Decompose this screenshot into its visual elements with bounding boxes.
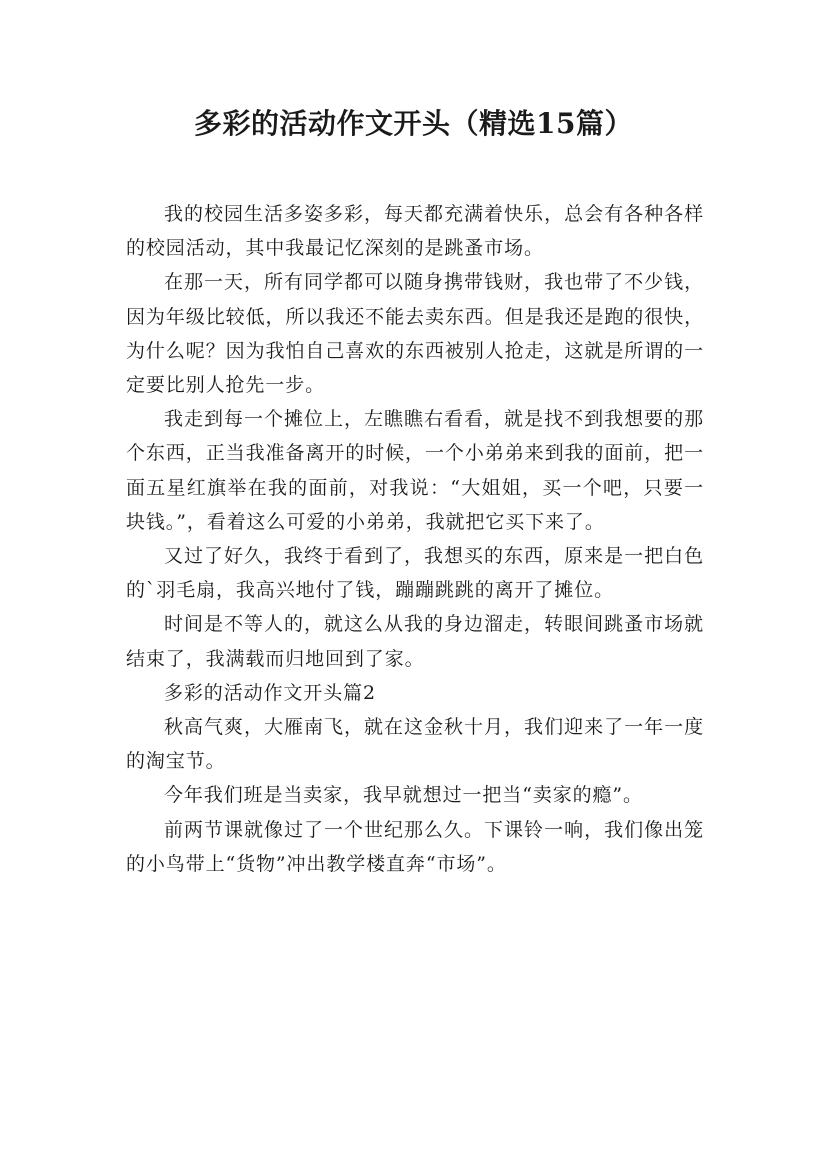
- paragraph: 在那一天，所有同学都可以随身携带钱财，我也带了不少钱，因为年级比较低，所以我还不能去卖东西。但是我还是跑的很快，为什么呢？因为我怕自己喜欢的东西被别人抢走，这就是所谓的一定要比别人抢先一步。: [126, 271, 704, 397]
- paragraph: 又过了好久，我终于看到了，我想买的东西，原来是一把白色的`羽毛扇，我高兴地付了钱，蹦蹦跳跳的离开了摊位。: [126, 545, 704, 602]
- section-heading: 多彩的活动作文开头篇2: [164, 681, 376, 704]
- paragraph: 时间是不等人的，就这么从我的身边溜走，转眼间跳蚤市场就结束了，我满载而归地回到了家。: [126, 613, 704, 670]
- paragraph: 我走到每一个摊位上，左瞧瞧右看看，就是找不到我想要的那个东西，正当我准备离开的时候，一个小弟弟来到我的面前，把一面五星红旗举在我的面前，对我说：“大姐姐，买一个吧，只要一块钱。”，看着这么可爱的小弟弟，我就把它买下来了。: [126, 408, 704, 533]
- document-title: 多彩的活动作文开头（精选15篇）: [194, 107, 633, 140]
- paragraph: 秋高气爽，大雁南飞，就在这金秋十月，我们迎来了一年一度的淘宝节。: [126, 716, 704, 773]
- paragraph: 我的校园生活多姿多彩，每天都充满着快乐，总会有各种各样的校园活动，其中我最记忆深刻的是跳蚤市场。: [126, 203, 704, 260]
- document-body: [126, 197, 704, 881]
- paragraph: 前两节课就像过了一个世纪那么久。下课铃一响，我们像出笼的小鸟带上“货物”冲出教学楼直奔“市场”。: [126, 818, 704, 875]
- paragraph: 今年我们班是当卖家，我早就想过一把当“卖家的瘾”。: [164, 784, 643, 807]
